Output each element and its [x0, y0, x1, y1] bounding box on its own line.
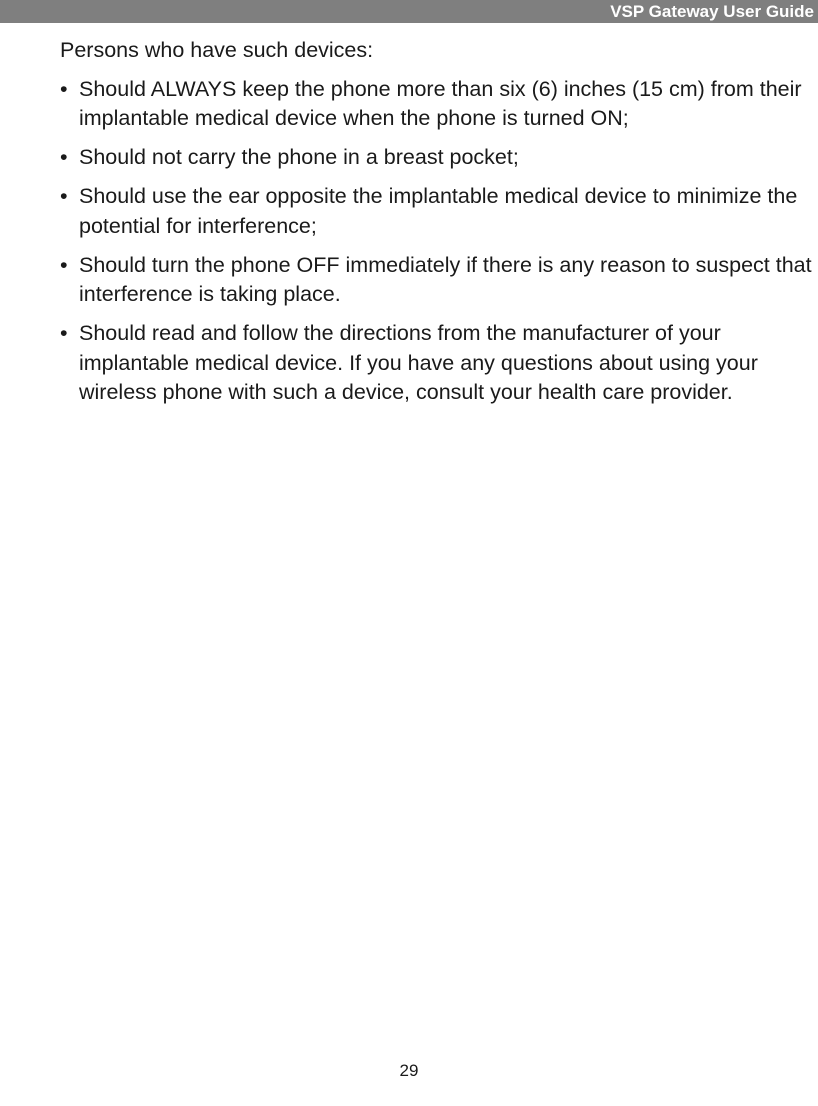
page-number: 29	[399, 1061, 419, 1080]
bullet-icon: •	[60, 321, 68, 345]
bullet-icon: •	[60, 252, 68, 277]
document-title: VSP Gateway User Guide	[610, 2, 814, 21]
list-item-text: Should turn the phone OFF immediately if there is any reason to suspect that interference is taking place.	[79, 252, 812, 306]
page-content	[60, 36, 812, 417]
list-item-text: Should use the ear opposite the implantable medical device to minimize the potential for interference;	[79, 184, 798, 238]
header-bar	[0, 0, 818, 23]
intro-text: Persons who have such devices:	[60, 38, 374, 62]
bullet-icon: •	[60, 76, 68, 101]
list-item-text: Should ALWAYS keep the phone more than six (6) inches (15 cm) from their implantable medical device when the phone is turned ON;	[79, 76, 802, 130]
bullet-icon: •	[60, 145, 68, 169]
list-item	[60, 319, 812, 408]
list-item-text: Should read and follow the directions from the manufacturer of your implantable medical device. If you have any questions about using your wireless phone with such a device, consult your health care provider.	[79, 321, 758, 404]
list-item	[60, 182, 812, 241]
list-item	[60, 143, 812, 173]
list-item-text: Should not carry the phone in a breast pocket;	[79, 145, 519, 169]
list-item	[60, 251, 812, 310]
bullet-icon: •	[60, 184, 68, 208]
list-item	[60, 75, 812, 134]
bullet-list	[60, 75, 812, 408]
